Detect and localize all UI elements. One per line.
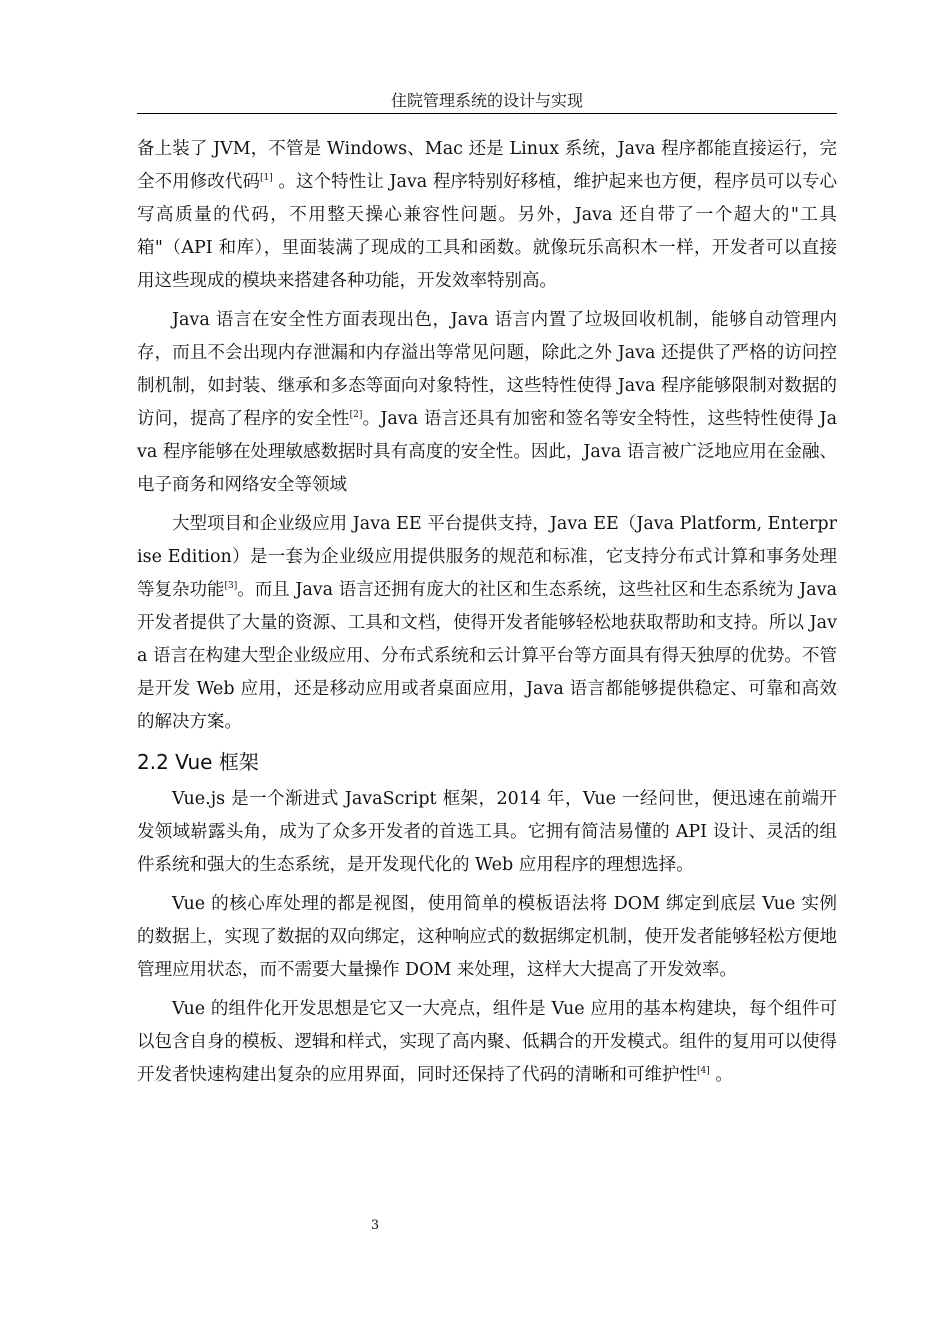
- paragraph-text: 。这个特性让 Java 程序特别好移植，维护起来也方便，程序员可以专心写高质量的代码，不用整天操心兼容性问题。另外，Java 还自带了一个超大的"工具箱"（API 和库），里面装满了现成的工具和函数。就像玩乐高积木一样，开发者可以直接用这些现成的模块来搭建各种功能，开发效率特别高。: [137, 172, 837, 291]
- page-number: 3: [370, 1218, 380, 1233]
- citation-ref: [3]: [224, 581, 238, 592]
- paragraph-text: 大型项目和企业级应用 Java EE 平台提供支持，Java EE（Java Platform, Enterprise Edition）是一套为企业级应用提供服务的规范和标准，它支持分布式计算和事务处理等复杂功能: [137, 514, 837, 600]
- section-heading: 2.2 Vue 框架: [137, 750, 259, 774]
- header-divider: [137, 113, 837, 114]
- body-text: [137, 133, 837, 1098]
- paragraph-text: 。Java 语言还具有加密和签名等安全特性，这些特性使得 Java 程序能够在处理敏感数据时具有高度的安全性。因此，Java 语言被广泛地应用在金融、电子商务和网络安全等领域: [137, 409, 837, 495]
- paragraph-text: Java 语言在安全性方面表现出色，Java 语言内置了垃圾回收机制，能够自动管理内存，而且不会出现内存泄漏和内存溢出等常见问题，除此之外 Java 还提供了严格的访问控制机制，如封装、继承和多态等面向对象特性，这些特性使得 Java 程序能够限制对数据的访问，提高了程序的安全性: [137, 310, 837, 429]
- paragraph-text: 备上装了 JVM，不管是 Windows、Mac 还是 Linux 系统，Java 程序都能直接运行，完全不用修改代码: [137, 139, 837, 192]
- paragraph-vue-core: Vue 的核心库处理的都是视图，使用简单的模板语法将 DOM 绑定到底层 Vue 实例的数据上，实现了数据的双向绑定，这种响应式的数据绑定机制，使开发者能够轻松方便地管理应用状态，而不需要大量操作 DOM 来处理，这样大大提高了开发效率。: [137, 894, 837, 980]
- running-header: 住院管理系统的设计与实现: [390, 91, 583, 110]
- paragraph-vue-components: [137, 993, 837, 1092]
- paragraph-text: 。: [709, 1065, 733, 1085]
- paragraph-vue-intro: Vue.js 是一个渐进式 JavaScript 框架，2014 年，Vue 一经问世，便迅速在前端开发领域崭露头角，成为了众多开发者的首选工具。它拥有简洁易懂的 API 设计、灵活的组件系统和强大的生态系统，是开发现代化的 Web 应用程序的理想选择。: [137, 789, 837, 875]
- paragraph-java-security: [137, 304, 837, 502]
- paragraph-java-enterprise: [137, 508, 837, 739]
- paragraph-text: 。而且 Java 语言还拥有庞大的社区和生态系统，这些社区和生态系统为 Java 开发者提供了大量的资源、工具和文档，使得开发者能够轻松地获取帮助和支持。所以 Java 语言在构建大型企业级应用、分布式系统和云计算平台等方面具有得天独厚的优势。不管是开发 Web 应用，还是移动应用或者桌面应用，Java 语言都能够提供稳定、可靠和高效的解决方案。: [137, 580, 838, 732]
- paragraph-java-portability: [137, 133, 837, 298]
- citation-ref: [2]: [349, 410, 363, 421]
- citation-ref: [4]: [697, 1066, 710, 1077]
- citation-ref: [1]: [260, 173, 273, 184]
- paragraph-text: Vue 的组件化开发思想是它又一大亮点，组件是 Vue 应用的基本构建块，每个组件可以包含自身的模板、逻辑和样式，实现了高内聚、低耦合的开发模式。组件的复用可以使得开发者快速构建出复杂的应用界面，同时还保持了代码的清晰和可维护性: [137, 999, 837, 1085]
